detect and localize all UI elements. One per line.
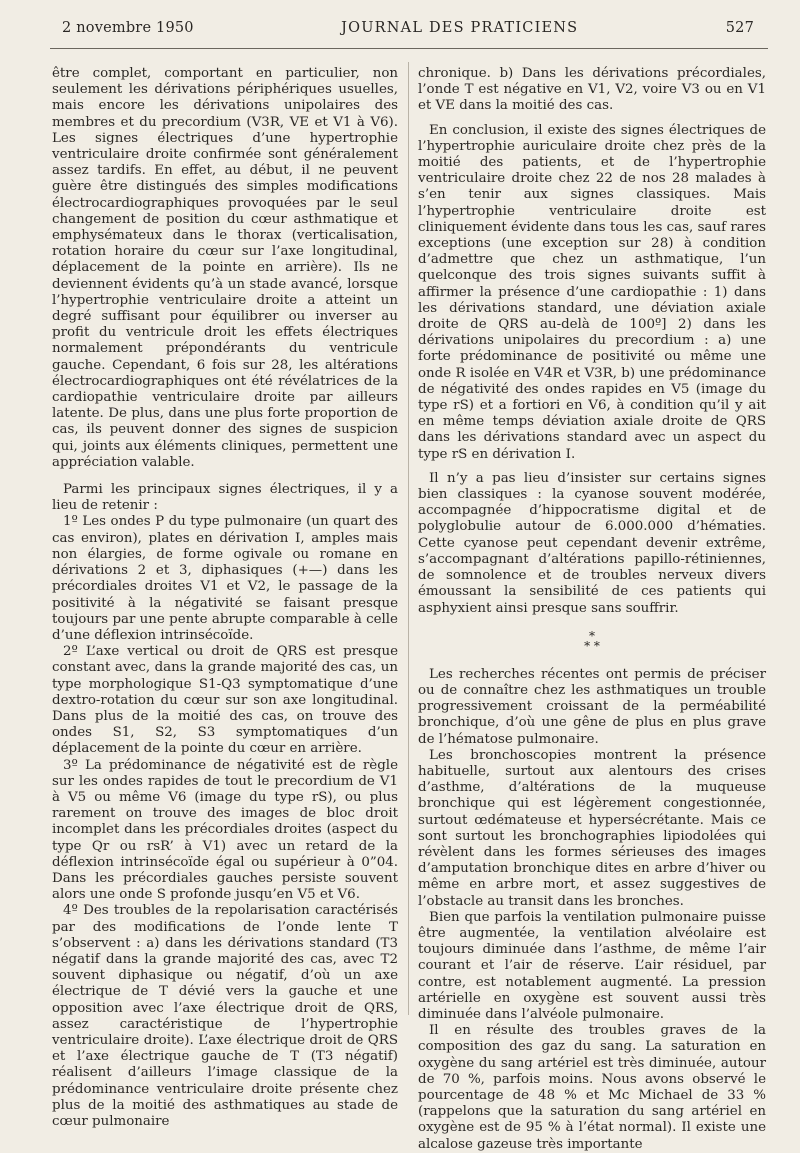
right-paragraph-5: Les bronchoscopies montrent la présence habituelle, surtout aux alentours des crises d’asthme, d’altérations de la muqueuse bronchique qui est légèrement congestionnée, surtout œdémateuse et hypersécrétante. Mais ce sont surtout les bronchographies lipiodolées qui révèlent dans les formes sérieuses des images d’amputation bronchique dites en arbre d’hiver ou même en arbre mort, et assez suggestives de l’obstacle au transit dans les bronches. [418, 747, 766, 909]
left-paragraph-5: 3º La prédominance de négativité est de règle sur les ondes rapides de tout le precordium de V1 à V5 ou même V6 (image du type rS), ou plus rarement on trouve des images de bloc droit incomplet dans les précordiales droites (aspect du type Qr ou rsR’ à V1) avec un retard de la déflexion intrinsécoïde égal ou supérieur à 0”04. Dans les précordiales gauches persiste souvent alors une onde S profonde jusqu’en V5 et V6. [52, 757, 398, 903]
left-paragraph-2: Parmi les principaux signes électriques, il y a lieu de retenir : [52, 482, 398, 514]
right-paragraph-1: chronique. b) Dans les dérivations précordiales, l’onde T est négative en V1, V2, voire V3 ou en V1 et VE dans la moitié des cas. [418, 66, 766, 114]
left-paragraph-1: être complet, comportant en particulier, non seulement les dérivations périphériques usuelles, mais encore les dérivations unipolaires des membres et du precordium (V3R, VE et V1 à V6). Les signes électriques d’une hypertrophie ventriculaire droite confirmée sont généralement assez tardifs. En effet, au début, il ne peuvent guère être distingués des simples modifications électrocardiographiques provoquées par le seul changement de position du cœur asthmatique et emphysémateux dans le thorax (verticalisation, rotation horaire du cœur sur l’axe longitudinal, déplacement de la pointe en arrière). Ils ne deviennent évidents qu’à un stade avancé, lorsque l’hypertrophie ventriculaire droite a atteint un degré suffisant pour équilibrer ou inverser au profit du ventricule droit les effets électriques normalement prépondérants du ventricule gauche. Cependant, 6 fois sur 28, les altérations électrocardiographiques ont été révélatrices de la cardiopathie ventriculaire droite par ailleurs latente. De plus, dans une plus forte proportion de cas, ils peuvent donner des signes de suspicion qui, joints aux éléments cliniques, permettent une appréciation valable. [52, 66, 398, 470]
left-paragraph-4: 2º L’axe vertical ou droit de QRS est presque constant avec, dans la grande majorité des cas, un type morphologique S1-Q3 symptomatique d’une dextro-rotation du cœur sur son axe longitudinal. Dans plus de la moitié des cas, on trouve des ondes S1, S2, S3 symptomatiques d’un déplacement de la pointe du cœur en arrière. [52, 644, 398, 757]
right-paragraph-7: Il en résulte des troubles graves de la composition des gaz du sang. La saturation en oxygène du sang artériel est très diminuée, autour de 70 %, parfois moins. Nous avons observé le pourcentage de 48 % et Mc Michael de 33 % (rappelons que la saturation du sang artériel en oxygène est de 95 % à l’état normal). Il existe une alcalose gazeuse très importante [418, 1023, 766, 1152]
right-paragraph-4: Les recherches récentes ont permis de préciser ou de connaître chez les asthmatiques un trouble progressivement croissant de la perméabilité bronchique, d’où une gêne de plus en plus grave de l’hématose pulmonaire. [418, 666, 766, 747]
right-paragraph-2: En conclusion, il existe des signes électriques de l’hypertrophie auriculaire droite chez près de la moitié des patients, et de l’hypertrophie ventriculaire droite chez 22 de nos 28 malades à s’en tenir aux signes classiques. Mais l’hypertrophie ventriculaire droite est cliniquement évidente dans tous les cas, sauf rares exceptions (une exception sur 28) à condition d’admettre que chez un asthmatique, l’un quelconque des trois signes suivants suffit à affirmer la présence d’une cardiopathie : 1) dans les dérivations standard, une déviation axiale droite de QRS au-delà de 100º] 2) dans les dérivations unipolaires du precordium : a) une forte prédominance de positivité ou même une onde R isolée en V4R et V3R, b) une prédominance de négativité des ondes rapides en V5 (image du type rS) et a fortiori en V6, à condition qu’il y ait en même temps déviation axiale droite de QRS dans les dérivations standard avec un aspect du type rS en dérivation I. [418, 122, 766, 462]
header-page-number: 527 [725, 20, 754, 36]
header-date: 2 novembre 1950 [62, 20, 194, 36]
separator-stars-bottom: * * [584, 638, 600, 653]
right-paragraph-6: Bien que parfois la ventilation pulmonaire puisse être augmentée, la ventilation alvéolaire est toujours diminuée dans l’asthme, de même l’air courant et l’air de réserve. L’air résiduel, par contre, est notablement augmenté. La pression artérielle en oxygène est souvent aussi très diminuée dans l’alvéole pulmonaire. [418, 909, 766, 1022]
section-separator-stars [418, 628, 766, 653]
header-journal-title: JOURNAL DES PRATICIENS [341, 20, 579, 36]
right-column [418, 66, 766, 1153]
left-column [52, 66, 398, 1130]
right-paragraph-3: Il n’y a pas lieu d’insister sur certains signes bien classiques : la cyanose souvent modérée, accompagnée d’hippocratisme digital et de polyglobulie autour de 6.000.000 d’hématies. Cette cyanose peut cependant devenir extrême, s’accompagnant d’altérations papillo-rétiniennes, de somnolence et de troubles nerveux divers émoussant la sensibilité de ces patients qui asphyxient ainsi presque sans souffrir. [418, 470, 766, 616]
header-rule [50, 48, 768, 49]
left-paragraph-6: 4º Des troubles de la repolarisation caractérisés par des modifications de l’onde lente T s’observent : a) dans les dérivations standard (T3 négatif dans la grande majorité des cas, avec T2 souvent diphasique ou négatif, d’où un axe électrique de T dévié vers la gauche et une opposition avec l’axe électrique droit de QRS, assez caractéristique de l’hypertrophie ventriculaire droite). L’axe électrique droit de QRS et l’axe électrique gauche de T (T3 négatif) réalisent d’ailleurs l’image classique de la prédominance ventriculaire droite présente chez plus de la moitié des asthmatiques au stade de cœur pulmonaire [52, 903, 398, 1129]
separator-star-top: * [589, 628, 595, 643]
page-header [62, 20, 754, 42]
left-paragraph-3: 1º Les ondes P du type pulmonaire (un quart des cas environ), plates en dérivation I, amples mais non élargies, de forme ogivale ou romane en dérivations 2 et 3, diphasiques (+—) dans les précordiales droites V1 et V2, le passage de la positivité à la négativité se faisant presque toujours par une pente abrupte comparable à celle d’une déflexion intrinsécoïde. [52, 514, 398, 643]
column-divider [408, 62, 409, 1015]
